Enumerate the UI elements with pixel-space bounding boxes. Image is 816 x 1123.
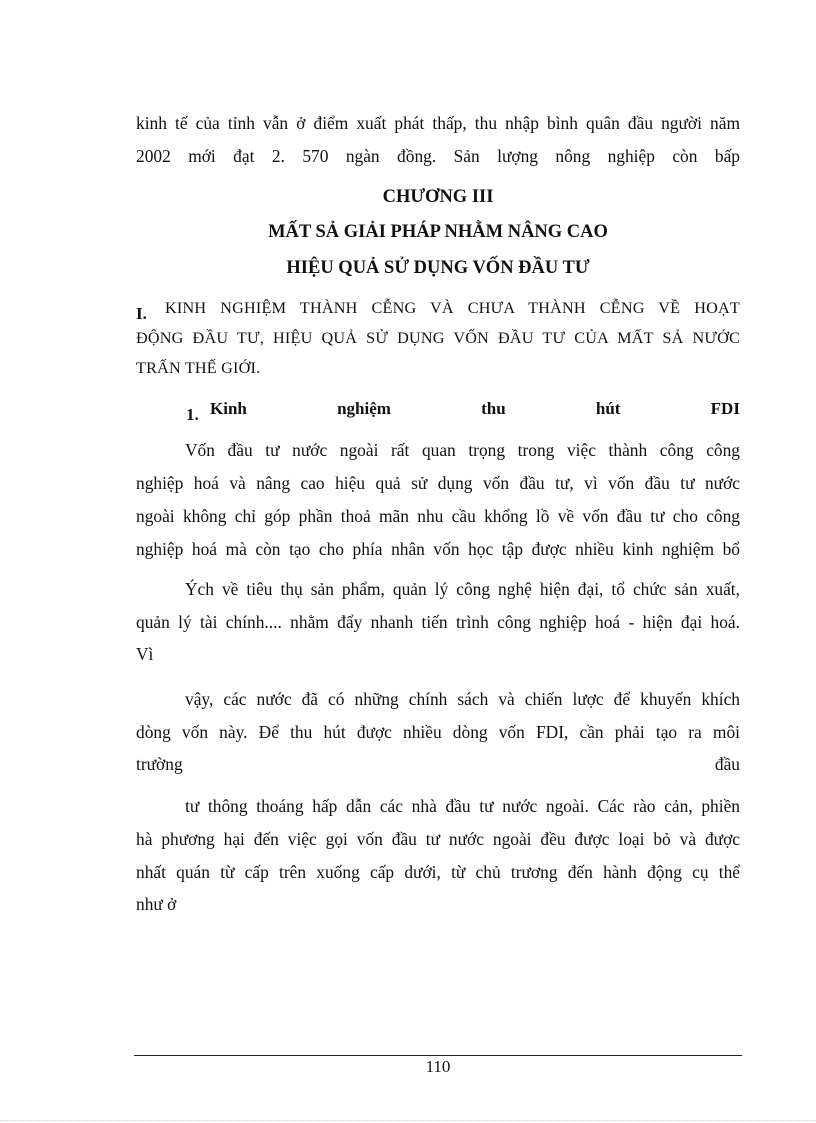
page-bottom-dotted-edge — [0, 1120, 816, 1121]
paragraph-line: như ở — [136, 894, 177, 914]
paragraph-line: tư thông thoáng hấp dẫn các nhà đầu tư nước ngoài. Các rào cản, phiền — [185, 796, 740, 816]
subsection-heading — [210, 398, 740, 420]
paragraph-line: nghiệp hoá mà còn tạo cho phía nhân vốn học tập được nhiều kinh nghiệm bổ — [136, 539, 740, 559]
subsection-number: 1. — [186, 405, 199, 424]
paragraph-line: nhất quán từ cấp trên xuống cấp dưới, từ chủ trương đến hành động cụ thể — [136, 862, 740, 882]
chapter-label: CHƯƠNG III — [382, 187, 494, 207]
paragraph-word: trường — [136, 754, 183, 774]
subsection-word: nghiệm — [337, 399, 391, 418]
chapter-title-line: HIỆU QUẢ SỬ DỤNG VỐN ĐẦU TƯ — [286, 258, 590, 278]
paragraph-line: nghiệp hoá và nâng cao hiệu quả sử dụng vốn đầu tư, vì vốn đầu tư nước — [136, 473, 740, 493]
body-line: 2002 mới đạt 2. 570 ngàn đồng. Sản lượng nông nghiệp còn bấp — [136, 146, 740, 166]
paragraph-line: ngoài không chỉ góp phần thoả mãn nhu cầu khổng lồ về vốn đầu tư cho công — [136, 506, 740, 526]
paragraph-line: quản lý tài chính.... nhằm đẩy nhanh tiến trình công nghiệp hoá - hiện đại hoá. — [136, 612, 740, 632]
paragraph-word: đầu — [714, 754, 740, 774]
section-heading-line: KINH NGHIỆM THÀNH CỄNG VÀ CHƯA THÀNH CỄNG VỀ HOẠT — [165, 299, 740, 317]
subsection-word: thu — [481, 399, 506, 418]
body-line: kinh tế của tỉnh vẫn ở điểm xuất phát thấp, thu nhập bình quân đầu người năm — [136, 113, 740, 133]
section-heading-line: ĐỘNG ĐẦU TƯ, HIỆU QUẢ SỬ DỤNG VỐN ĐẦU TƯ CỦA MẤT SẢ NƯỚC — [136, 329, 740, 347]
paragraph-line: hà phương hại đến việc gọi vốn đầu tư nước ngoài đều được loại bỏ và được — [136, 829, 740, 849]
section-number: I. — [136, 304, 147, 323]
page-number: 110 — [425, 1057, 451, 1076]
paragraph-line — [136, 753, 740, 775]
section-heading-line: TRẤN THẾ GIỚI. — [136, 359, 261, 377]
paragraph-line: Ých về tiêu thụ sản phẩm, quản lý công nghệ hiện đại, tổ chức sản xuất, — [185, 579, 740, 599]
paragraph-line: dòng vốn này. Để thu hút được nhiều dòng vốn FDI, cần phải tạo ra môi — [136, 722, 740, 742]
subsection-word: Kinh — [210, 399, 247, 418]
paragraph-line: Vì — [136, 644, 154, 664]
paragraph-line: vậy, các nước đã có những chính sách và chiến lược để khuyến khích — [185, 689, 740, 709]
chapter-title-line: MẤT SẢ GIẢI PHÁP NHẰM NÂNG CAO — [268, 222, 608, 242]
subsection-word: FDI — [710, 399, 740, 418]
paragraph-line: Vốn đầu tư nước ngoài rất quan trọng trong việc thành công công — [185, 440, 740, 460]
subsection-word: hút — [595, 399, 621, 418]
